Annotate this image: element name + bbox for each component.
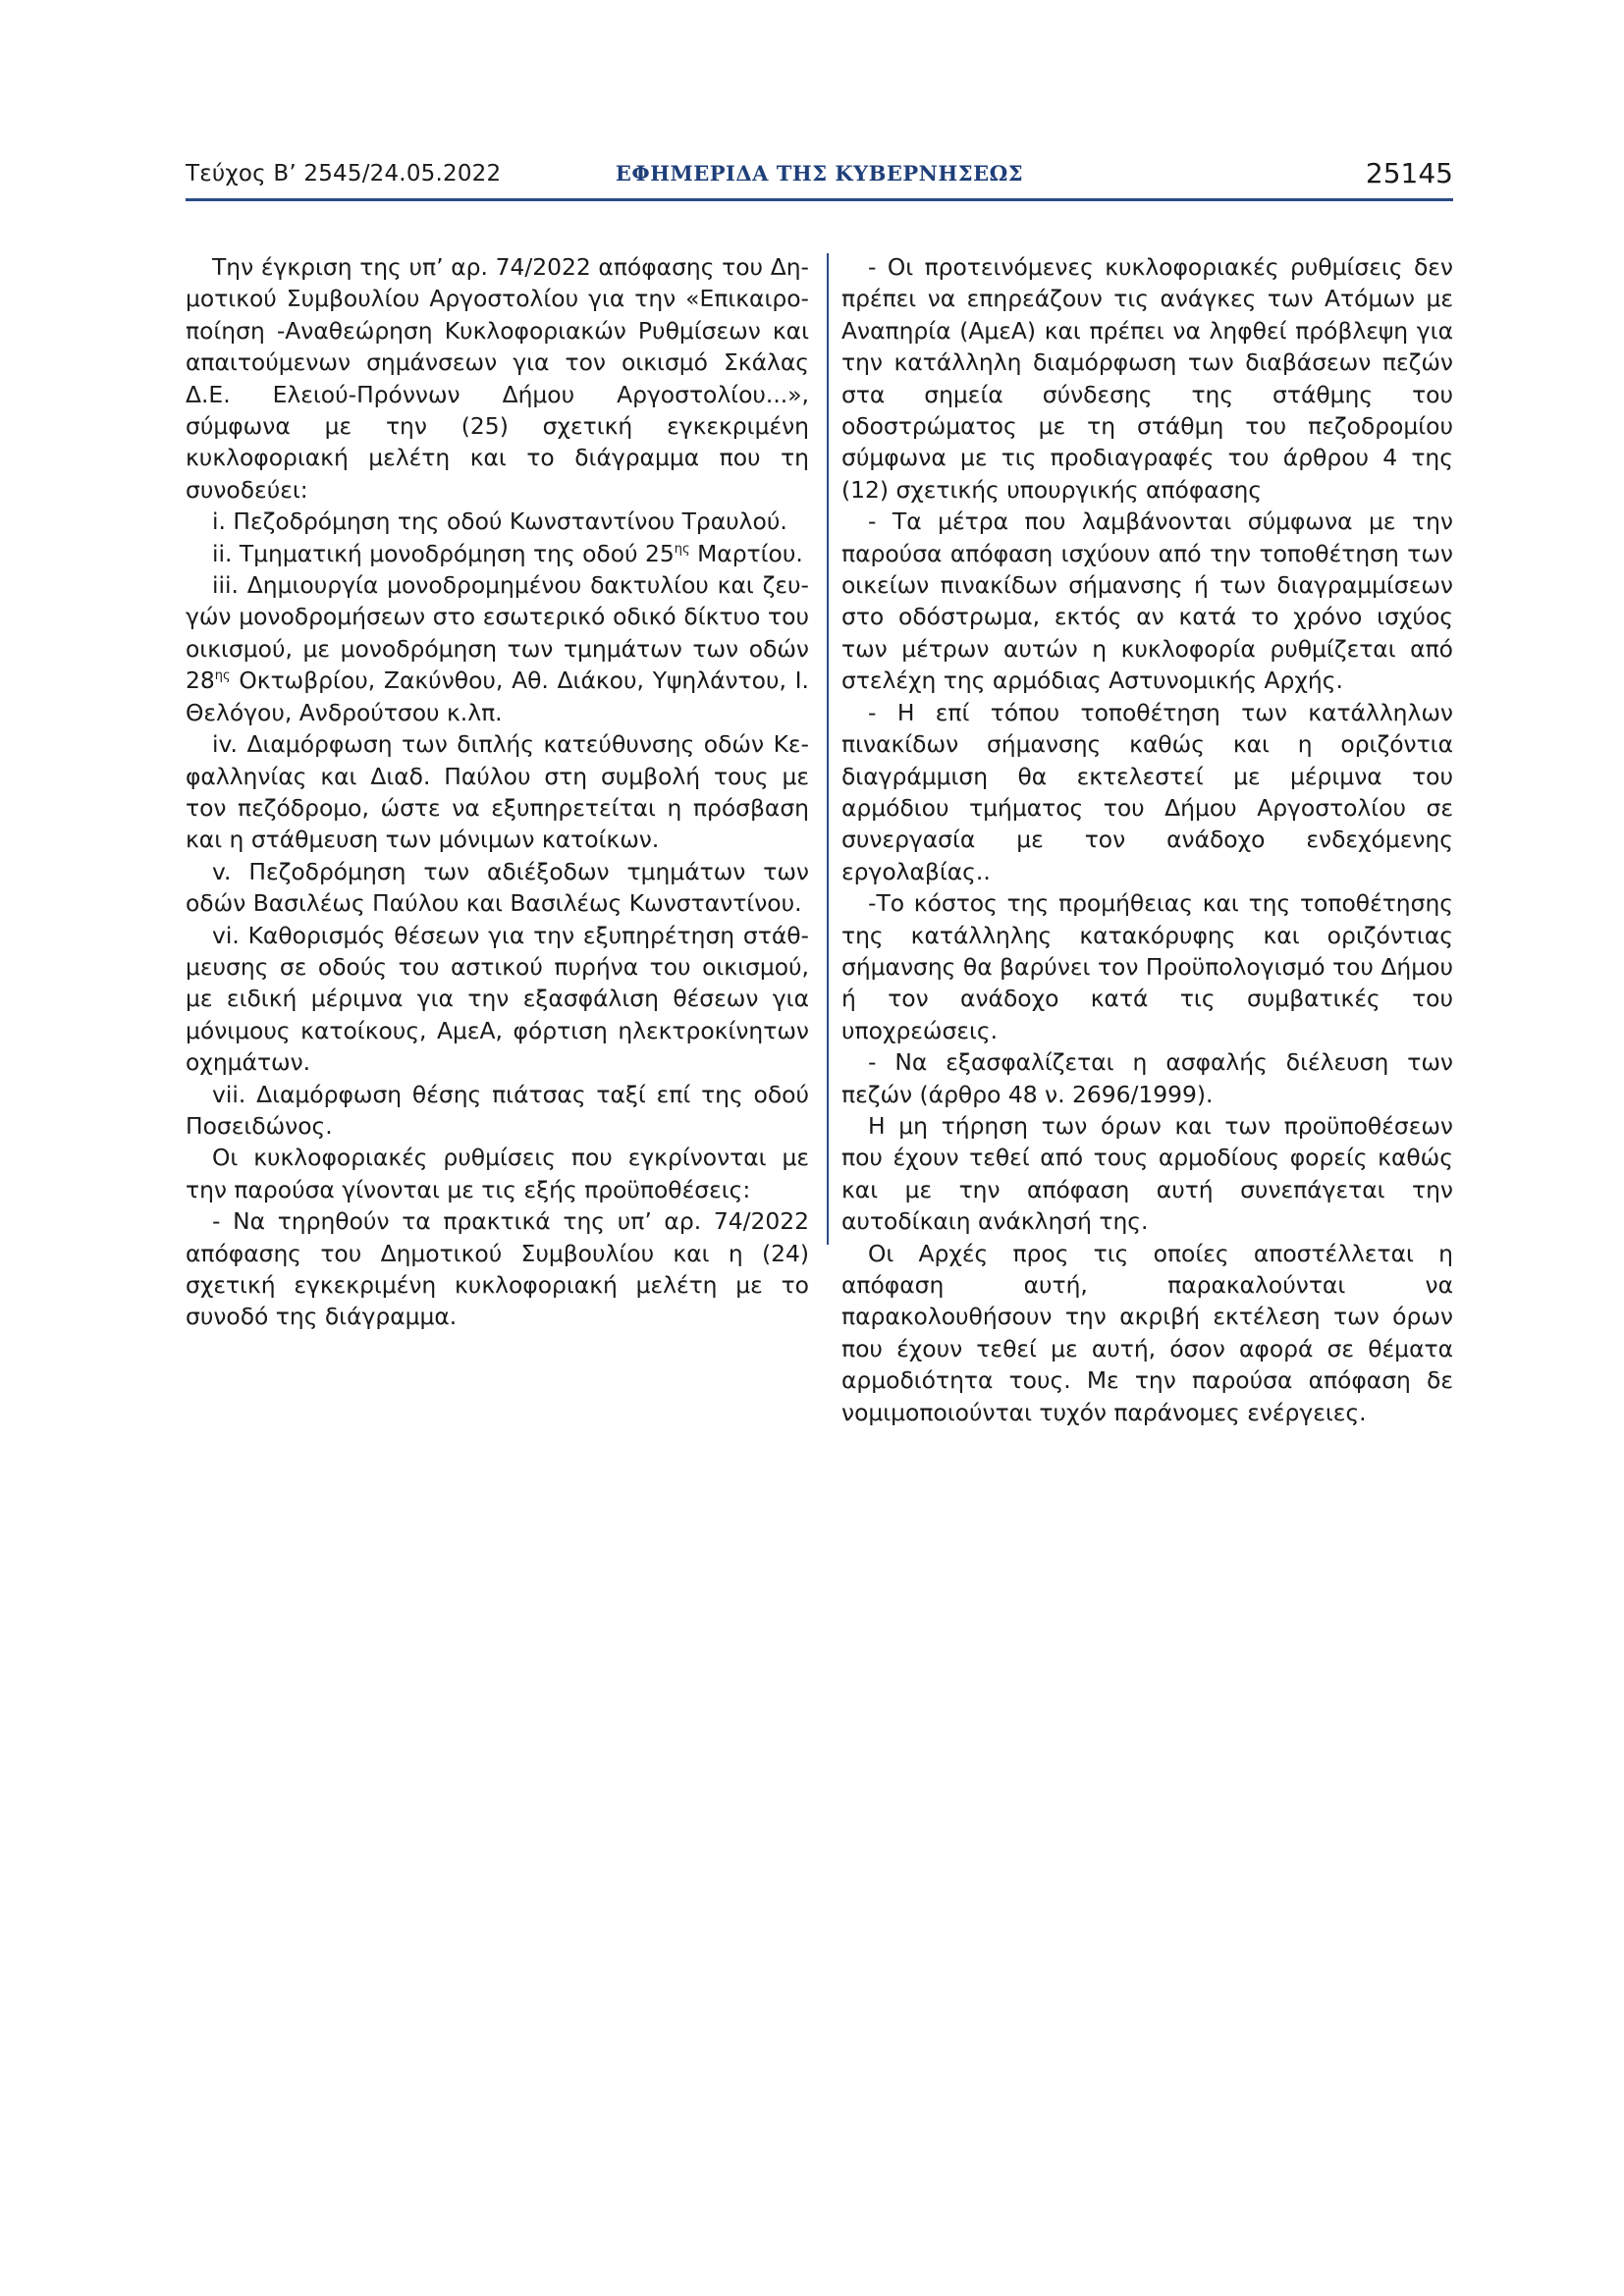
revocation-clause: Η μη τήρηση των όρων και των προϋποθέσεων που έχουν τεθεί από τους αρμοδίους φορείς καθώς και με την απόφαση αυτή συνεπάγεται την αυτοδίκαιη ανάκλησή της. <box>841 1111 1453 1236</box>
list-item-iii-tail: Οκτωβρίου, Ζακύνθου, Αθ. Διάκου, Υψηλάντου, Ι. Θελόγου, Ανδρούτσου κ.λπ. <box>186 667 809 726</box>
condition-pedestrians: - Να εξασφαλίζεται η ασφαλής διέλευση των πεζών (άρθρο 48 ν. 2696/1999). <box>841 1048 1453 1108</box>
list-item-v: v. Πεζοδρόμηση των αδιέξοδων τμημάτων των οδών Βασιλέως Παύλου και Βασιλέως Κωνσταντίνου. <box>186 857 809 918</box>
list-item-vi: vi. Καθορισμός θέσεων για την εξυπηρέτηση στάθμευσης σε οδούς του αστικού πυρήνα του οικισμού, με ειδική μέριμνα για την εξασφάλιση θέσεων για μόνιμους κατοίκους, ΑμεΑ, φόρτιση ηλεκτροκίνητων οχημάτων. <box>186 921 809 1077</box>
page-number: 25145 <box>1365 157 1453 189</box>
list-item-iii <box>186 569 809 728</box>
list-item-i: i. Πεζοδρόμηση της οδού Κωνσταντίνου Τραυλού. <box>212 507 787 536</box>
condition-cost: -Το κόστος της προμήθειας και της τοποθέτησης της κατάλληλης κατακόρυφης και οριζόντιας σήμανσης θα βαρύνει τον Προϋπολογισμό του Δήμου ή τον ανάδοχο κατά τις συμβατικές του υποχρεώσεις. <box>841 889 1453 1044</box>
issue-label: Τεύχος Β’ 2545/24.05.2022 <box>186 161 502 187</box>
right-column <box>841 251 1453 1428</box>
page-header <box>186 157 1453 198</box>
condition-accessibility: - Οι προτεινόμενες κυκλοφοριακές ρυθμίσεις δεν πρέπει να επηρεάζουν τις ανάγκες των Ατόμων με Αναπηρία (ΑμεΑ) και πρέπει να ληφθεί πρόβλεψη για την κατάλληλη διαμόρφωση των διαβάσεων πεζών στα σημεία σύνδεσης της στάθμης του οδοστρώματος με τη στάθμη του πεζοδρομίου σύμφωνα με τις προδιαγραφές του άρθρου 4 της (12) σχετικής υπουργικής απόφασης <box>841 253 1453 504</box>
journal-title: ΕΦΗΜΕΡΙΔΑ ΤΗΣ ΚΥΒΕΡΝΗΣΕΩΣ <box>615 161 1024 186</box>
list-item-ii-tail: Μαρτίου. <box>689 539 803 567</box>
list-item-iv: iv. Διαμόρφωση των διπλής κατεύθυνσης οδών Κεφαλληνίας και Διαδ. Παύλου στη συμβολή τους με τον πεζόδρομο, ώστε να εξυπηρετείται η πρόσβαση και η στάθμευση των μόνιμων κατοίκων. <box>186 730 809 854</box>
column-divider <box>827 253 829 1245</box>
conditions-intro: Οι κυκλοφοριακές ρυθμίσεις που εγκρίνονται με την παρούσα γίνονται με τις εξής προϋποθέσεις: <box>186 1144 809 1203</box>
condition-minutes: - Να τηρηθούν τα πρακτικά της υπ’ αρ. 74/2022 απόφασης του Δημοτικού Συμβουλίου και η (24) σχετική εγκεκριμένη κυκλοφοριακή μελέτη με το συνοδό της διάγραμμα. <box>186 1207 809 1331</box>
ordinal-suffix: ης <box>214 668 231 684</box>
header-rule <box>186 198 1453 201</box>
list-item-ii <box>186 538 809 569</box>
left-column <box>186 251 809 1333</box>
list-item-vii: vii. Διαμόρφωση θέσης πιάτσας ταξί επί της οδού Ποσειδώνος. <box>186 1080 809 1140</box>
list-item-iii-text: iii. Δημιουργία μονοδρομημένου δακτυλίου και ζευγών μονοδρομήσεων στο εσωτερικό οδικό δίκτυο του οικισμού, με μονοδρόμηση των τμημάτων των οδών 28 <box>186 571 809 695</box>
authorities-clause: Οι Αρχές προς τις οποίες αποστέλλεται η απόφαση αυτή, παρακαλούνται να παρακολουθήσουν την ακριβή εκτέλεση των όρων που έχουν τεθεί με αυτή, όσον αφορά σε θέματα αρμοδιότητα τους. Με την παρούσα απόφαση δε νομιμοποιούνται τυχόν παράνομες ενέργειες. <box>841 1239 1453 1426</box>
decision-approval-paragraph: Την έγκριση της υπ’ αρ. 74/2022 απόφασης του Δημοτικού Συμβουλίου Αργοστολίου για την «Επικαιροποίηση -Αναθεώρηση Κυκλοφοριακών Ρυθμίσεων και απαιτούμενων σημάνσεων για τον οικισμό Σκάλας Δ.Ε. Ελειού-Πρόννων Δήμου Αργοστολίου...», σύμφωνα με την (25) σχετική εγκεκριμένη κυκλοφοριακή μελέτη και το διάγραμμα που τη συνοδεύει: <box>186 253 809 504</box>
condition-signage: - Η επί τόπου τοποθέτηση των κατάλληλων πινακίδων σήμανσης καθώς και η οριζόντια διαγράμμιση θα εκτελεστεί με μέριμνα του αρμόδιου τμήματος του Δήμου Αργοστολίου σε συνεργασία με τον ανάδοχο ενδεχόμενης εργολαβίας.. <box>841 698 1453 885</box>
ordinal-suffix: ης <box>674 541 690 557</box>
list-item-ii-text: ii. Τμηματική μονοδρόμηση της οδού 25 <box>212 539 675 567</box>
condition-validity: - Τα μέτρα που λαμβάνονται σύμφωνα με την παρούσα απόφαση ισχύουν από την τοποθέτηση των οικείων πινακίδων σήμανσης ή των διαγραμμίσεων στο οδόστρωμα, εκτός αν κατά το χρόνο ισχύος των μέτρων αυτών η κυκλοφορία ρυθμίζεται από στελέχη της αρμόδιας Αστυνομικής Αρχής. <box>841 507 1453 695</box>
